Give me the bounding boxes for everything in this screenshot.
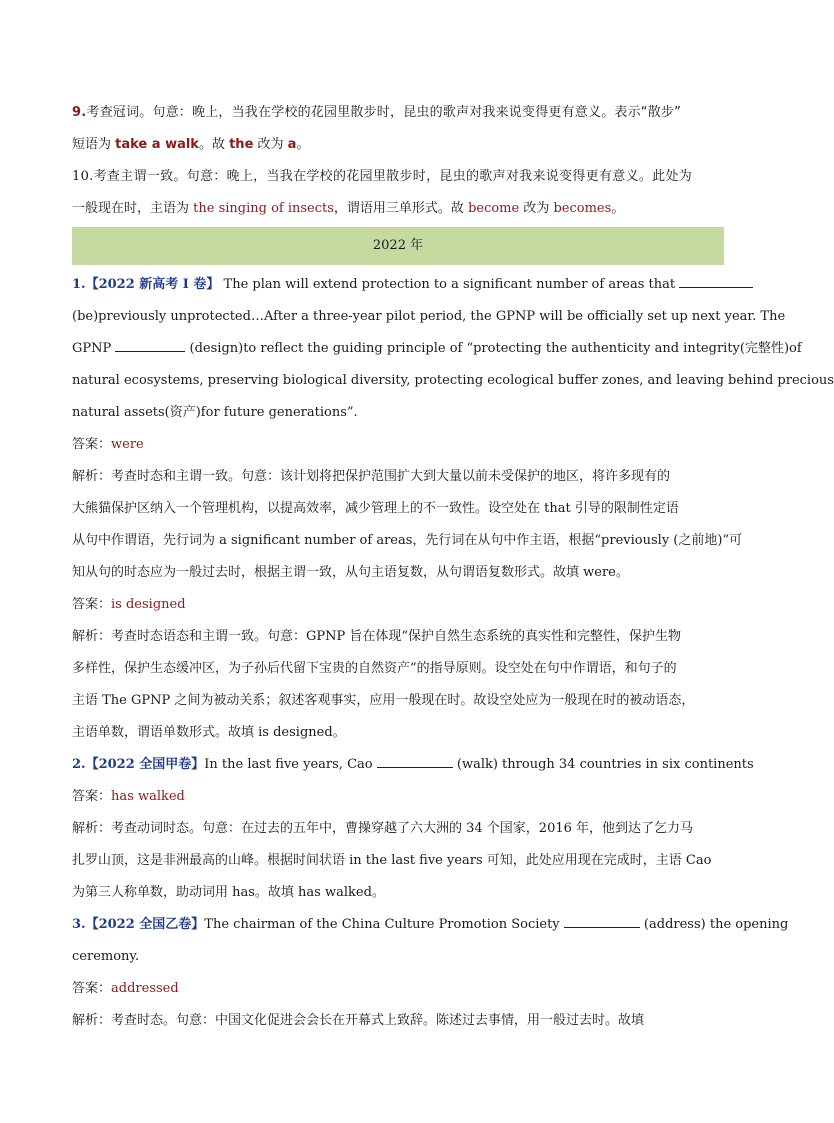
item1-blank-1	[679, 273, 753, 288]
document-page	[72, 97, 834, 1037]
year-section-header: 2022 年	[72, 227, 724, 265]
item2-explanation-line3: 为第三人称单数，助动词用 has。故填 has walked。	[72, 885, 385, 900]
item2-blank	[377, 753, 453, 768]
item2-answer: 答案：has walked	[72, 789, 185, 804]
item1-explanation1-line3: 从句中作谓语，先行词为 a significant number of areas，先行词在从句中作主语，根据“previously (之前地)”可	[72, 533, 743, 548]
item2-explanation-line2: 扎罗山顶，这是非洲最高的山峰。根据时间状语 in the last five years 可知，此处应用现在完成时，主语 Cao	[72, 853, 712, 868]
item1-explanation2-line2: 多样性，保护生态缓冲区，为子孙后代留下宝贵的自然资产”的指导原则。设空处在句中作谓语，和句子的	[72, 661, 677, 676]
item1-line2: (be)previously unprotected…After a three-year pilot period, the GPNP will be officially set up next year. The	[72, 309, 786, 324]
item3-number: 3.	[72, 917, 86, 932]
item1-number: 1.	[72, 277, 86, 292]
item3-line2: ceremony.	[72, 949, 140, 964]
item1-explanation2-line1: 解析：考查时态语态和主谓一致。句意：GPNP 旨在体现“保护自然生态系统的真实性和完整性，保护生物	[72, 629, 682, 644]
item1-line3: GPNP (design)to reflect the guiding principle of “protecting the authenticity and integrity(完整性)of	[72, 333, 724, 365]
q10-line1: 10.考查主谓一致。句意：晚上，当我在学校的花园里散步时，昆虫的歌声对我来说变得更有意义。此处为	[72, 169, 693, 184]
q9-line1: 9.考查冠词。句意：晚上，当我在学校的花园里散步时，昆虫的歌声对我来说变得更有意义。表示“散步”	[72, 105, 682, 120]
item2-source: 【2022 全国甲卷】	[85, 757, 205, 772]
item3-line1: 3.【2022 全国乙卷】The chairman of the China Culture Promotion Society (address) the opening	[72, 909, 724, 941]
q9-line2: 短语为 take a walk。故 the 改为 a。	[72, 137, 310, 152]
item1-blank-2	[115, 337, 185, 352]
item1-line4: natural ecosystems, preserving biological diversity, protecting ecological buffer zones, and leaving behind precious	[72, 373, 834, 388]
q9-label: 9.	[72, 105, 87, 120]
item2-line1: 2.【2022 全国甲卷】In the last five years, Cao (walk) through 34 countries in six continents	[72, 749, 724, 781]
item2-number: 2.	[72, 757, 86, 772]
item3-answer: 答案：addressed	[72, 981, 179, 996]
item1-answer1: 答案：were	[72, 437, 144, 452]
item1-explanation2-line4: 主语单数，谓语单数形式。故填 is designed。	[72, 725, 346, 740]
item1-source: 【2022 新高考 I 卷】	[85, 277, 220, 292]
item3-blank	[564, 913, 640, 928]
item1-explanation1-line2: 大熊猫保护区纳入一个管理机构，以提高效率，减少管理上的不一致性。设空处在 that 引导的限制性定语	[72, 501, 679, 516]
item1-explanation1-line4: 知从句的时态应为一般过去时，根据主谓一致，从句主语复数，从句谓语复数形式。故填 were。	[72, 565, 629, 580]
q10-line2: 一般现在时，主语为 the singing of insects，谓语用三单形式。故 become 改为 becomes。	[72, 201, 625, 216]
item1-answer2: 答案：is designed	[72, 597, 186, 612]
item2-explanation-line1: 解析：考查动词时态。句意：在过去的五年中，曹操穿越了六大洲的 34 个国家，2016 年，他到达了乞力马	[72, 821, 694, 836]
item3-source: 【2022 全国乙卷】	[85, 917, 205, 932]
item1-line5: natural assets(资产)for future generations”.	[72, 405, 358, 420]
item3-explanation-line1: 解析：考查时态。句意：中国文化促进会会长在开幕式上致辞。陈述过去事情，用一般过去时。故填	[72, 1013, 645, 1028]
item1-explanation1-line1: 解析：考查时态和主谓一致。句意：该计划将把保护范围扩大到大量以前未受保护的地区，将许多现有的	[72, 469, 671, 484]
item1-explanation2-line3: 主语 The GPNP 之间为被动关系；叙述客观事实，应用一般现在时。故设空处应为一般现在时的被动语态，	[72, 693, 695, 708]
item1-line1: 1.【2022 新高考 I 卷】 The plan will extend protection to a significant number of areas that	[72, 269, 724, 301]
